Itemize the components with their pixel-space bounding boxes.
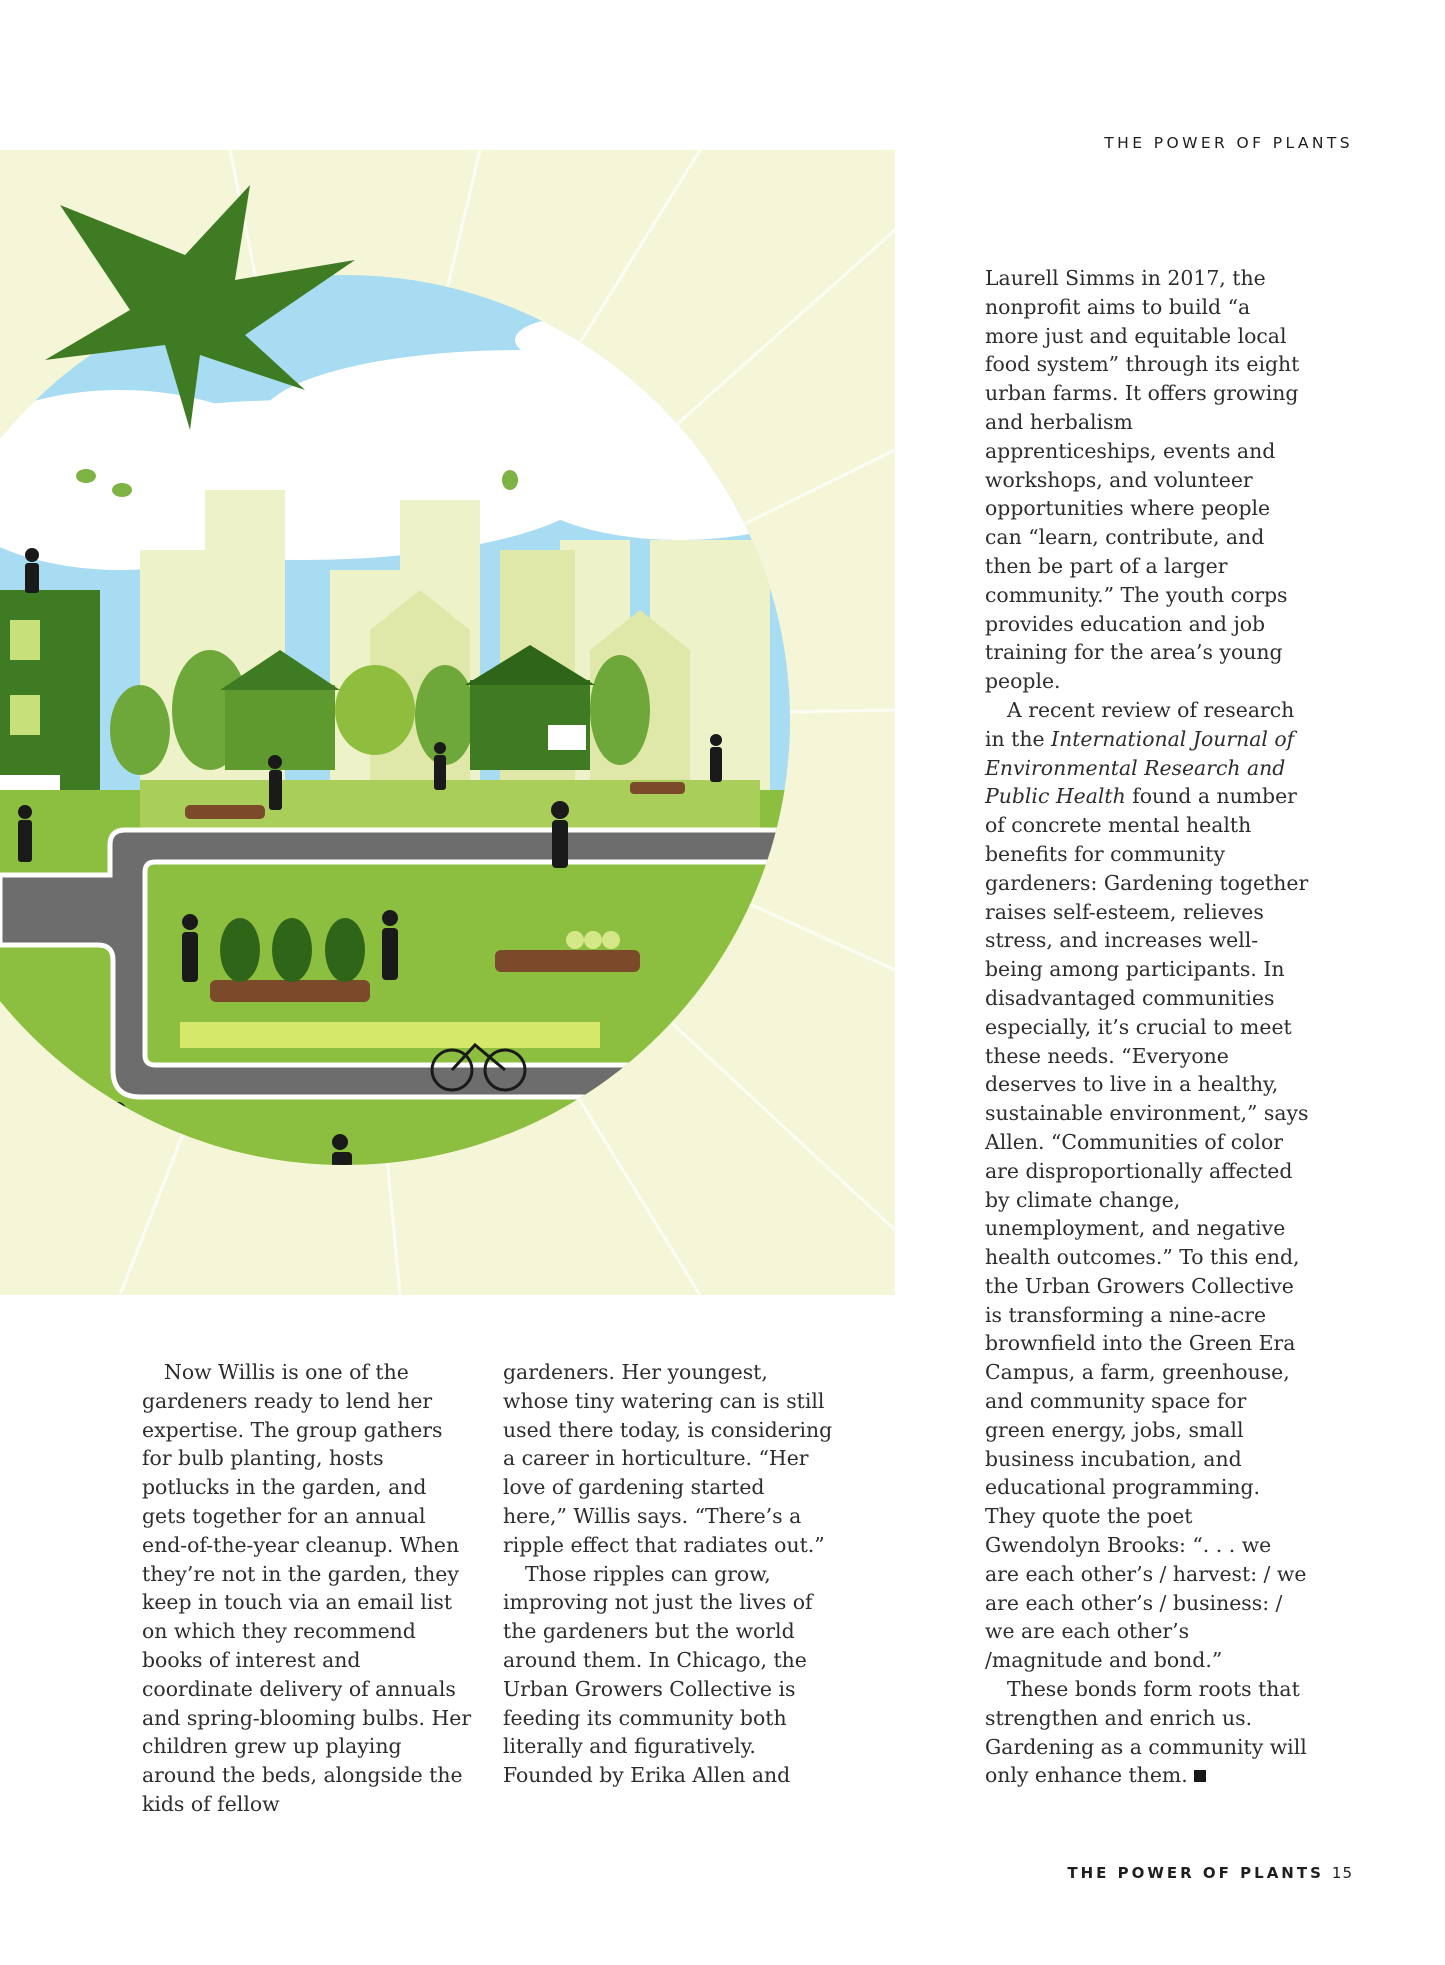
community-garden-illustration [0, 150, 895, 1295]
paragraph: Now Willis is one of the gardeners ready to lend her expertise. The group gathers for bulb planting, hosts potlucks in the garden, and gets together for an annual end-of-the-year cleanup. When they’re not in the garden, they keep in touch via an email list on which they recommend books of interest and coordinate delivery of annuals and spring-blooming bulbs. Her children grew up playing around the beds, alongside the kids of fellow [142, 1360, 472, 1816]
article-column-1 [142, 1358, 472, 1819]
paragraph: gardeners. Her youngest, whose tiny watering can is still used there today, is considering a career in horticulture. “Her love of gardening started here,” Willis says. “There’s a ripple effect that radiates out.” [503, 1360, 833, 1557]
running-head: THE POWER OF PLANTS [1104, 134, 1353, 152]
paragraph: Laurell Simms in 2017, the nonprofit aims to build “a more just and equitable local food system” through its eight urban farms. It offers growing and herbalism apprenticeships, events and workshops, and volunteer opportunities where people can “learn, contribute, and then be part of a larger community.” The youth corps provides education and job training for the area’s young people. [985, 266, 1300, 694]
page-folio [1067, 1864, 1353, 1882]
end-mark-icon [1194, 1770, 1206, 1782]
paragraph [985, 1675, 1310, 1790]
page-number: 15 [1331, 1864, 1353, 1882]
article-column-3 [985, 264, 1310, 1790]
article-column-2 [503, 1358, 833, 1790]
paragraph-text: found a number of concrete mental health benefits for community gardeners: Gardening together raises self-esteem, relieves stress, and increases well-being among participants. In disadvantaged communities especially, it’s crucial to meet these needs. “Everyone deserves to live in a healthy, sustainable environment,” says Allen. “Communities of color are disproportionally affected by climate change, unemployment, and negative health outcomes.” To this end, the Urban Growers Collective is transforming a nine-acre brownfield into the Green Era Campus, a farm, greenhouse, and community space for green energy, jobs, small business incubation, and educational programming. They quote the poet Gwendolyn Brooks: “. . . we are each other’s / harvest: / we are each other’s / business: / we are each other’s /magnitude and bond.” [985, 784, 1309, 1673]
paragraph [985, 696, 1310, 1675]
paragraph-text: A recent review of research in the [985, 697, 1295, 751]
paragraph-text: These bonds form roots that strengthen and enrich us. Gardening as a community will only enhance them. [985, 1677, 1307, 1788]
journal-title: International Journal of Environmental Research and Public Health [985, 726, 1295, 809]
paragraph: Those ripples can grow, improving not just the lives of the gardeners but the world around them. In Chicago, the Urban Growers Collective is feeding its community both literally and figuratively. Founded by Erika Allen and [503, 1561, 813, 1788]
footer-section: THE POWER OF PLANTS [1067, 1864, 1324, 1882]
